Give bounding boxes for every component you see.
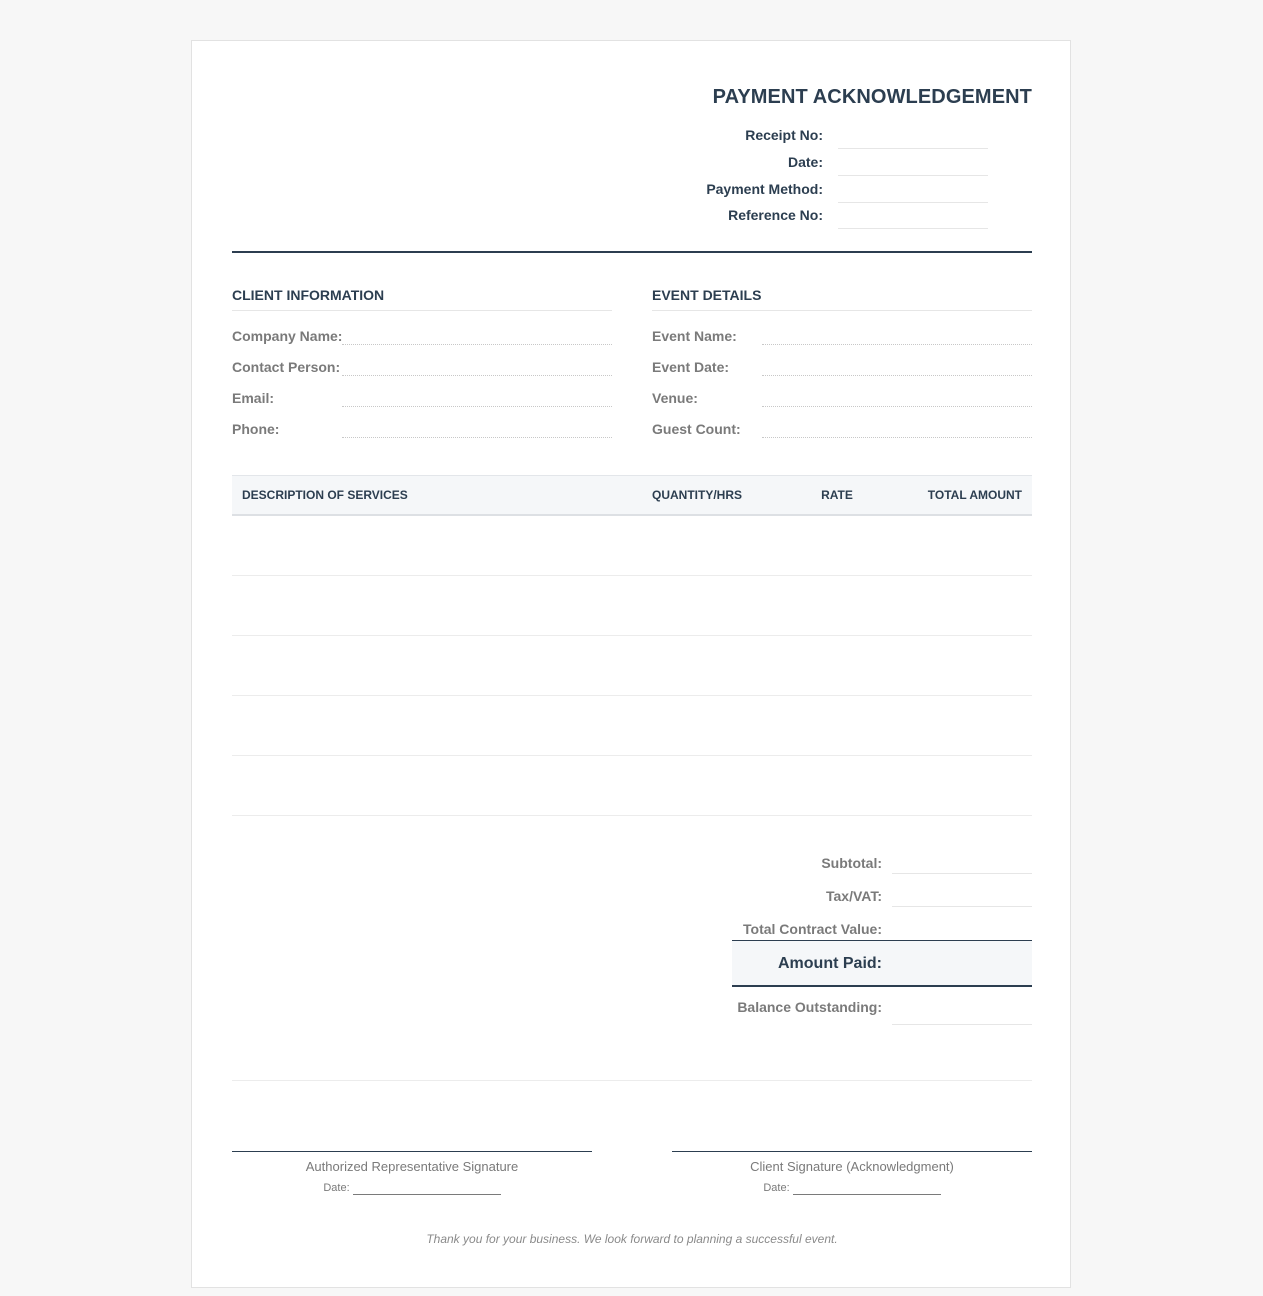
- receipt-no-field[interactable]: [838, 140, 988, 149]
- document-title: PAYMENT ACKNOWLEDGEMENT: [712, 86, 1032, 108]
- client-information-section: [232, 287, 612, 435]
- phone-row: [232, 404, 612, 435]
- table-row: [232, 696, 1032, 756]
- quantity-cell[interactable]: [642, 696, 792, 756]
- event-details-section: [652, 287, 1032, 435]
- description-cell[interactable]: [232, 515, 642, 576]
- rate-cell[interactable]: [792, 515, 882, 576]
- payment-method-row: [232, 181, 1032, 208]
- date-field[interactable]: [838, 167, 988, 176]
- quantity-cell[interactable]: [642, 756, 792, 816]
- table-row: [232, 576, 1032, 636]
- subtotal-row: [732, 841, 1032, 874]
- reference-no-field[interactable]: [838, 220, 988, 229]
- table-row: [232, 636, 1032, 696]
- contract-value-row: [732, 907, 1032, 940]
- event-details-title: EVENT DETAILS: [652, 287, 1032, 311]
- date-row: [232, 154, 1032, 181]
- tax-row: [732, 874, 1032, 907]
- email-label: Email:: [232, 390, 275, 406]
- subtotal-label: Subtotal:: [821, 855, 882, 871]
- total-amount-cell[interactable]: [882, 576, 1032, 636]
- table-row: [232, 756, 1032, 816]
- phone-field[interactable]: [342, 437, 612, 438]
- contact-person-row: [232, 342, 612, 373]
- balance-row: [732, 987, 1032, 1025]
- total-amount-cell[interactable]: [882, 696, 1032, 756]
- total-amount-cell[interactable]: [882, 636, 1032, 696]
- table-row: [232, 515, 1032, 576]
- total-amount-cell[interactable]: [882, 756, 1032, 816]
- reference-no-label: Reference No:: [728, 207, 823, 223]
- description-cell[interactable]: [232, 576, 642, 636]
- date-label: Date:: [787, 154, 823, 170]
- rate-cell[interactable]: [792, 696, 882, 756]
- authorized-signature-date: [232, 1182, 592, 1195]
- guest-count-field[interactable]: [762, 437, 1032, 438]
- client-signature-line[interactable]: [672, 1151, 1032, 1152]
- services-header-row: [232, 476, 1032, 516]
- payment-method-field[interactable]: [838, 194, 988, 203]
- description-cell[interactable]: [232, 696, 642, 756]
- payment-method-label: Payment Method:: [706, 181, 823, 197]
- description-cell[interactable]: [232, 636, 642, 696]
- rate-cell[interactable]: [792, 756, 882, 816]
- header-divider: [232, 251, 1032, 253]
- company-name-label: Company Name:: [232, 328, 343, 344]
- quantity-cell[interactable]: [642, 576, 792, 636]
- quantity-column-header: QUANTITY/HRS: [642, 476, 792, 516]
- balance-label: Balance Outstanding:: [737, 999, 882, 1015]
- document-page: [191, 40, 1071, 1288]
- total-amount-cell[interactable]: [882, 515, 1032, 576]
- contract-value-label: Total Contract Value:: [743, 921, 882, 937]
- receipt-no-label: Receipt No:: [745, 127, 823, 143]
- client-information-title: CLIENT INFORMATION: [232, 287, 612, 311]
- amount-paid-row: [732, 940, 1032, 987]
- description-cell[interactable]: [232, 756, 642, 816]
- venue-label: Venue:: [652, 390, 698, 406]
- signature-divider: [232, 1080, 1032, 1081]
- amount-paid-label: Amount Paid:: [778, 955, 882, 972]
- authorized-date-label: Date:: [323, 1182, 350, 1194]
- authorized-signature-block: [232, 1151, 592, 1195]
- client-signature-date: [672, 1182, 1032, 1195]
- guest-count-label: Guest Count:: [652, 421, 741, 437]
- event-date-label: Event Date:: [652, 359, 730, 375]
- event-date-row: [652, 342, 1032, 373]
- contact-person-label: Contact Person:: [232, 359, 341, 375]
- company-name-row: [232, 311, 612, 342]
- guest-count-row: [652, 404, 1032, 435]
- totals-block: [732, 841, 1032, 1025]
- rate-cell[interactable]: [792, 576, 882, 636]
- total-amount-column-header: TOTAL AMOUNT: [882, 476, 1032, 516]
- client-signature-block: [672, 1151, 1032, 1195]
- authorized-signature-line[interactable]: [232, 1151, 592, 1152]
- rate-column-header: RATE: [792, 476, 882, 516]
- thank-you-note: Thank you for your business. We look forward to planning a successful event.: [426, 1232, 838, 1246]
- services-table: [232, 475, 1032, 816]
- client-date-label: Date:: [763, 1182, 790, 1194]
- event-name-label: Event Name:: [652, 328, 737, 344]
- event-name-row: [652, 311, 1032, 342]
- rate-cell[interactable]: [792, 636, 882, 696]
- receipt-no-row: [232, 127, 1032, 154]
- description-column-header: DESCRIPTION OF SERVICES: [232, 476, 642, 516]
- authorized-signature-label: Authorized Representative Signature: [305, 1159, 519, 1174]
- client-signature-label: Client Signature (Acknowledgment): [750, 1159, 954, 1174]
- balance-field[interactable]: [892, 1024, 1032, 1025]
- quantity-cell[interactable]: [642, 636, 792, 696]
- email-row: [232, 373, 612, 404]
- quantity-cell[interactable]: [642, 515, 792, 576]
- authorized-date-field[interactable]: [353, 1193, 501, 1195]
- client-date-field[interactable]: [793, 1193, 941, 1195]
- reference-no-row: [232, 207, 1032, 234]
- tax-label: Tax/VAT:: [825, 888, 882, 904]
- venue-row: [652, 373, 1032, 404]
- phone-label: Phone:: [232, 421, 280, 437]
